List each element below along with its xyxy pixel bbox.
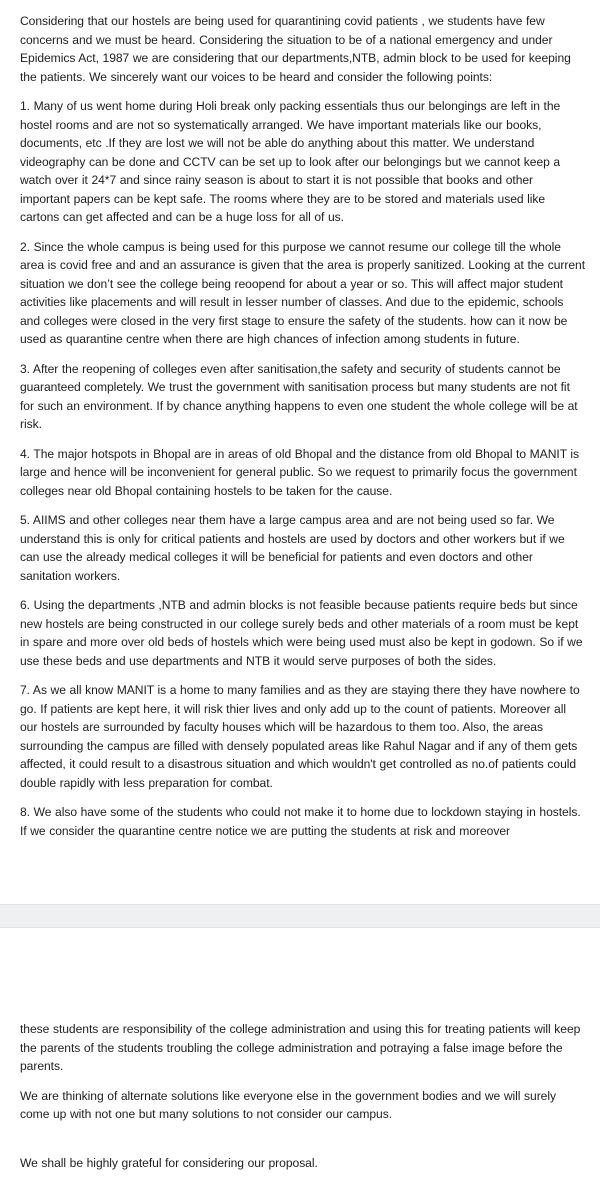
point-1: 1. Many of us went home during Holi break only packing essentials thus our belongings are left in the hostel rooms and are not so systematically arranged. We have important materials like our books, documents, etc .If they are lost we will not be able do anything about this matter. We understand videography can be done and CCTV can be set up to look after our belongings but we cannot keep a watch over it 24*7 and since rainy season is about to start it is not possible that books and other important papers can be kept safe. The rooms where they are to be stored and materials used like cartons can get affected and can be a huge loss for all of us. xyxy=(20,99,561,224)
page-separator xyxy=(0,904,600,928)
continuation-paragraph: these students are responsibility of the college administration and using this for treating patients will keep the parents of the students troubling the college administration and potraying a false image before the parents. xyxy=(20,1022,581,1073)
document-page-2 xyxy=(0,928,600,1200)
point-5: 5. AIIMS and other colleges near them have a large campus area and are not being used so far. We understand this is only for critical patients and hostels are used by doctors and other workers but if we can use the already medical colleges it will be beneficial for patients and even doctors and other sanitation workers. xyxy=(20,513,565,583)
point-4: 4. The major hotspots in Bhopal are in areas of old Bhopal and the distance from old Bhopal to MANIT is large and hence will be inconvenient for general public. So we request to primarily focus the government colleges near old Bhopal containing hostels to be taken for the cause. xyxy=(20,446,580,498)
point-2: 2. Since the whole campus is being used for this purpose we cannot resume our college till the whole area is covid free and and an assurance is given that the area is properly sanitized. Looking at the current situation we don’t see the college being reoopend for about a year or so. This will affect major student activities like placements and will result in lesser number of classes. And due to the epidemic, schools and colleges were closed in the very first stage to ensure the safety of the students. how can it now be used as quarantine centre when there are high chances of infection among students in future. xyxy=(20,239,586,346)
point-8: 8. We also have some of the students who could not make it to home due to lockdown staying in hostels. If we consider the quarantine centre notice we are putting the students at risk and moreover xyxy=(20,805,581,838)
point-7: 7. As we all know MANIT is a home to many families and as they are staying there they have nowhere to go. If patients are kept here, it will risk thier lives and only add up to the count of patients. Moreover all our hostels are surrounded by faculty houses which will be hazardous to them too. Also, the areas surrounding the campus are filled with densely populated areas like Rahul Nagar and if any of them gets affected, it could result to a disastrous situation and which wouldn't get controlled as no.of patients could double rapidly with less preparation for combat. xyxy=(20,683,580,790)
point-3: 3. After the reopening of colleges even after sanitisation,the safety and security of students cannot be guaranteed completely. We trust the government with sanitisation process but many students are not fit for such an environment. If by chance anything happens to even one student the whole college will be at risk. xyxy=(20,361,578,431)
intro-paragraph: Considering that our hostels are being used for quarantining covid patients , we students have few concerns and we must be heard. Considering the situation to be of a national emergency and under Epidemics Act, 1987 we are considering that our departments,NTB, admin block to be used for keeping the patients. We sincerely want our voices to be heard and consider the following points: xyxy=(20,14,571,84)
closing-paragraph: We shall be highly grateful for considering our proposal. xyxy=(20,1155,318,1170)
alternate-solutions-paragraph: We are thinking of alternate solutions like everyone else in the government bodies and we will surely come up with not one but many solutions to not consider our campus. xyxy=(20,1088,556,1121)
point-6: 6. Using the departments ,NTB and admin blocks is not feasible because patients require beds but since new hostels are being constructed in our college surely beds and other materials of a room must be kept in spare and more over old beds of hostels which were being used must also be kept in godown. So if we use these beds and use departments and NTB it would serve purposes of both the sides. xyxy=(20,598,583,668)
